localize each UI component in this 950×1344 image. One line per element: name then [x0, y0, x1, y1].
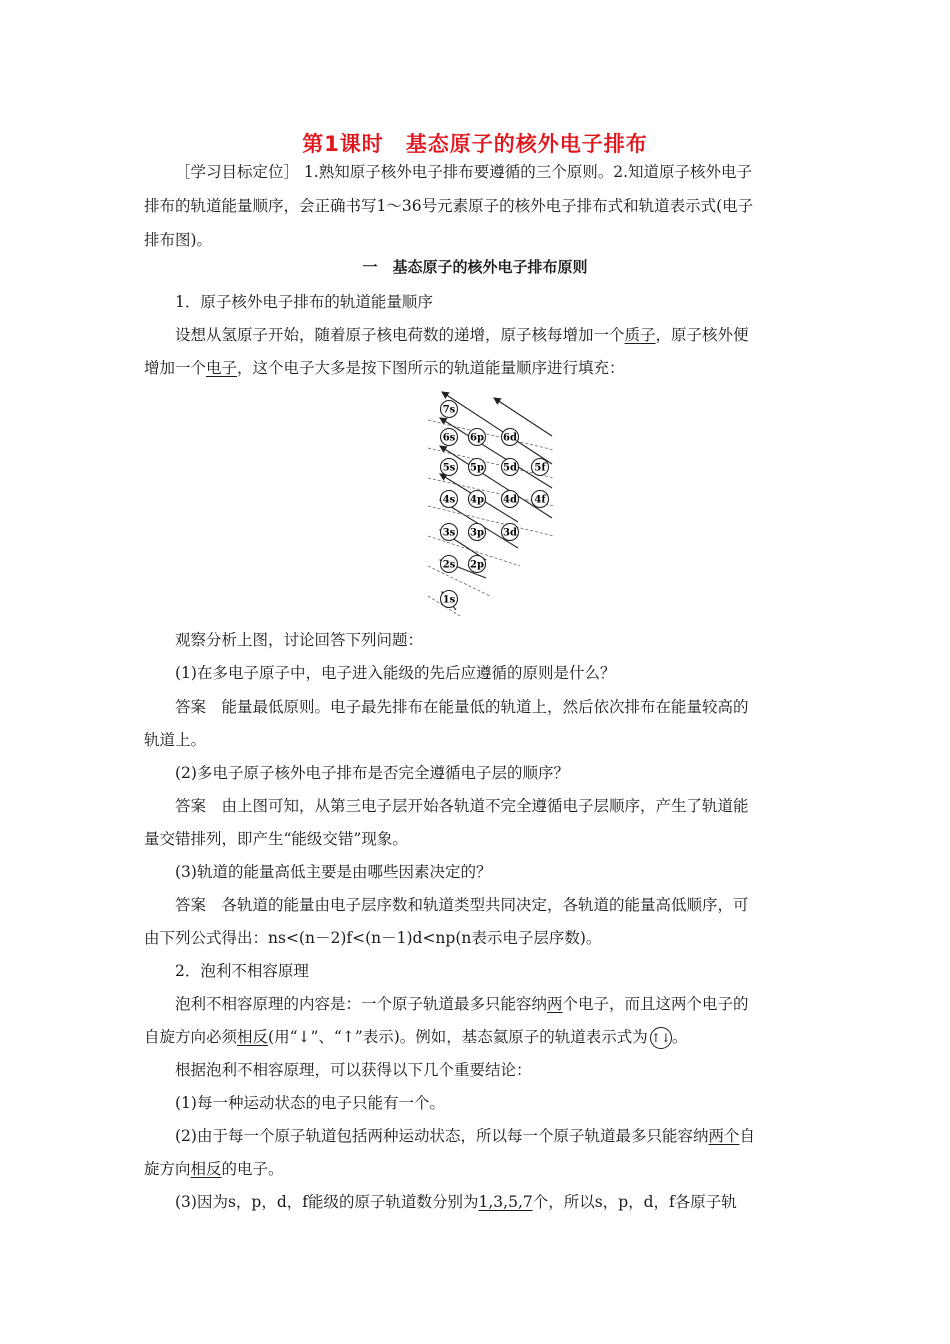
text: 自 [739, 1127, 755, 1145]
objectives-line-3: 排布图)。 [144, 231, 213, 249]
objectives-line-1: ［学习目标定位］ 1.熟知原子核外电子排布要遵循的三个原则。2.知道原子核外电子 [175, 163, 753, 181]
orbital-6s [441, 429, 458, 446]
text: (2)由于每一个原子轨道包括两种运动状态，所以每一个原子轨道最多只能容纳 [175, 1127, 709, 1145]
orbital-2p [469, 556, 486, 573]
answer-blank: 质子 [624, 326, 656, 344]
question-2: (2)多电子原子核外电子排布是否完全遵循电子层的顺序？ [175, 764, 569, 782]
answer-blank: 相反 [237, 1028, 269, 1046]
orbital-6d [502, 429, 519, 446]
text: (用“↓”、“↑”表示)。例如，基态氦原子的轨道表示式为 [268, 1028, 648, 1046]
section-heading: 一 基态原子的核外电子排布原则 [362, 258, 588, 276]
orbital-label: 4d [503, 494, 517, 506]
answer-blank: 两 [547, 995, 563, 1013]
orbital-label: 7s [442, 404, 456, 416]
orbital-5f [532, 459, 549, 476]
observe-prompt: 观察分析上图，讨论回答下列问题： [175, 631, 424, 649]
orbital-6p [469, 429, 486, 446]
conclusion-1: (1)每一种运动状态的电子只能有一个。 [175, 1094, 445, 1112]
text: ，这个电子大多是按下图所示的轨道能量顺序进行填充： [237, 359, 625, 377]
orbital-label: 2s [442, 559, 456, 571]
question-3: (3)轨道的能量高低主要是由哪些因素决定的？ [175, 863, 492, 881]
answer-blank: 1,3,5,7 [478, 1193, 533, 1211]
answer-blank: 两个 [708, 1127, 740, 1145]
answer-3-line-1: 答案 各轨道的能量由电子层序数和轨道类型共同决定，各轨道的能量高低顺序，可 [175, 896, 749, 914]
orbital-label: 4s [442, 494, 456, 506]
orbital-label: 5p [470, 462, 484, 474]
orbital-7s [441, 401, 458, 418]
answer-1-line-1: 答案 能量最低原则。电子最先排布在能量低的轨道上，然后依次排布在能量较高的 [175, 698, 749, 716]
orbital-energy-order-diagram [420, 384, 570, 616]
orbital-label: 3d [503, 527, 517, 539]
text: (3)因为s，p，d，f能级的原子轨道数分别为 [175, 1193, 479, 1211]
page-title: 第1课时 基态原子的核外电子排布 [302, 132, 648, 156]
orbital-1s [441, 591, 458, 608]
orbital-label: 4f [534, 494, 546, 506]
text: 个，所以s，p，d，f各原子轨 [532, 1193, 737, 1211]
orbital-label: 1s [442, 594, 456, 606]
answer-3-line-2: 由下列公式得出：ns<(n－2)f<(n－1)d<np(n表示电子层序数)。 [144, 929, 602, 947]
orbital-nodes [441, 401, 549, 608]
text: 泡利不相容原理的内容是：一个原子轨道最多只能容纳 [175, 995, 548, 1013]
answer-2-line-1: 答案 由上图可知，从第三电子层开始各轨道不完全遵循电子层顺序，产生了轨道能 [175, 797, 749, 815]
paragraph-line [144, 1119, 839, 1153]
text: 个电子，而且这两个电子的 [562, 995, 749, 1013]
answer-blank: 电子 [206, 359, 238, 377]
paragraph-line [144, 351, 808, 385]
orbital-4f [532, 491, 549, 508]
answer-blank: 相反 [190, 1160, 222, 1178]
text: 旋方向 [144, 1160, 191, 1178]
question-1: (1)在多电子原子中，电子进入能级的先后应遵循的原则是什么？ [175, 664, 616, 682]
paragraph-line [144, 987, 839, 1021]
text: 。 [671, 1028, 688, 1046]
orbital-label: 6p [470, 432, 484, 444]
conclusions-intro: 根据泡利不相容原理，可以获得以下几个重要结论： [175, 1061, 532, 1079]
orbital-label: 3p [470, 527, 484, 539]
orbital-5d [502, 459, 519, 476]
paragraph-line [144, 318, 839, 352]
orbital-label: 6d [503, 432, 517, 444]
text: 增加一个 [144, 359, 207, 377]
orbital-label: 5d [503, 462, 517, 474]
objectives-line-2: 排布的轨道能量顺序，会正确书写1～36号元素原子的核外电子排布式和轨道表示式(电子 [144, 197, 754, 215]
orbital-label: 5f [534, 462, 546, 474]
orbital-5p [469, 459, 486, 476]
text: 自旋方向必须 [144, 1028, 238, 1046]
answer-2-line-2: 量交错排列，即产生“能级交错”现象。 [144, 830, 408, 848]
orbital-label: 4p [470, 494, 484, 506]
subheading-orbital-order: 1．原子核外电子排布的轨道能量顺序 [175, 293, 433, 311]
orbital-4s [441, 491, 458, 508]
paragraph-line [144, 1185, 839, 1219]
orbital-2s [441, 556, 458, 573]
orbital-3p [469, 524, 486, 541]
orbital-4p [469, 491, 486, 508]
orbital-label: 3s [442, 527, 456, 539]
orbital-3s [441, 524, 458, 541]
subheading-pauli: 2．泡利不相容原理 [175, 962, 309, 980]
text: 的电子。 [221, 1160, 284, 1178]
orbital-label: 2p [470, 559, 484, 571]
orbital-label: 5s [442, 462, 456, 474]
orbital-3d [502, 524, 519, 541]
text: 设想从氢原子开始，随着原子核电荷数的递增，原子核每增加一个 [175, 326, 625, 344]
text: ，原子核外便 [655, 326, 749, 344]
orbital-label: 6s [442, 432, 456, 444]
paragraph-line [144, 1020, 808, 1054]
helium-orbital-icon: ↑↓ [650, 1027, 672, 1049]
orbital-4d [502, 491, 519, 508]
orbital-5s [441, 459, 458, 476]
answer-1-line-2: 轨道上。 [144, 731, 207, 749]
paragraph-line [144, 1152, 808, 1186]
